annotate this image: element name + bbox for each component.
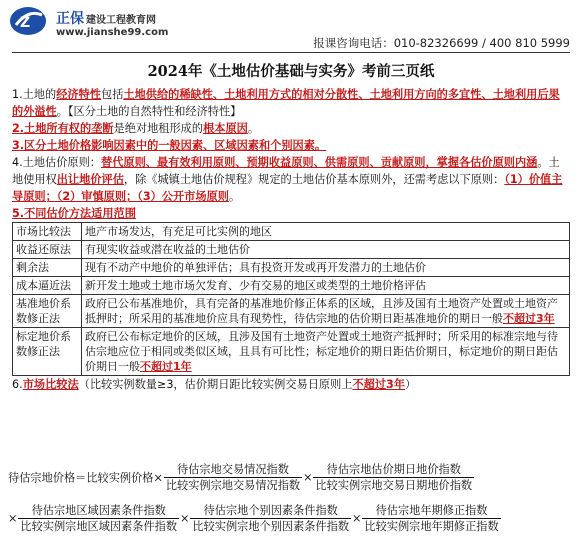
site-url[interactable]: www.jianshe99.com: [56, 27, 169, 38]
table-row: 收益还原法 有现实收益或潜在收益的土地估价: [13, 241, 570, 259]
header: [0, 0, 582, 54]
brand-subtitle: 建设工程教育网: [86, 15, 156, 26]
fraction: $\frac{\text{待估宗地个别因素条件指数}}{\text{比较实例宗地个别因素条件指数}}$: [192, 504, 350, 533]
table-row: 剩余法 现有不动产中地价的单独评估；具有投资开发或再开发潜力的土地估价: [13, 259, 570, 277]
formula-line-2: × $\frac{\text{待估宗地区域因素条件指数}}{\text{比较实例宗地区域因素条件指数}}$ × $\frac{\text{待估宗地个别因素条件指数}}{\text{比较实例宗地个别因素条件指数}}$ × $\frac{\text{待估宗地年期修正指数}}{\text{比较实例宗地年期修正指数}}$: [8, 504, 499, 533]
item-4: 4.土地估价原则：替代原则、最有效利用原则、预期收益原则、供需原则、贡献原则，掌握各估价原则内涵。土地使用权出让地价评估，除《城镇土地估价规程》规定的土地估价基本原则外，还需考虑以下原则：（1）价值主导原则；（2）审慎原则；（3）公开市场原则。: [12, 156, 563, 203]
item-1: 1.土地的经济特性包括土地供给的稀缺性、土地利用方式的相对分散性、土地利用方向的多宜性、土地利用后果的外溢性。【区分土地的自然特性和经济特性】: [12, 88, 560, 118]
header-divider: [12, 52, 570, 53]
content-body: [12, 86, 570, 393]
brand-name: 正保: [56, 11, 84, 27]
table-row: 基准地价系数修正法 政府已公布基准地价，具有完备的基准地价修正体系的区域，且涉及国有土地资产处置或土地资产抵押时；所采用的基准地价应具有现势性，待估宗地的估价期日距基准地价的期日一般不超过3年: [13, 295, 570, 328]
fraction: $\frac{\text{待估宗地区域因素条件指数}}{\text{比较实例宗地区域因素条件指数}}$: [20, 504, 178, 533]
fraction: $\frac{\text{待估宗地交易情况指数}}{\text{比较实例宗地交易情况指数}}$: [165, 463, 301, 492]
item-5: 5.不同估价方法适用范围: [12, 207, 136, 220]
method-table: [12, 222, 570, 376]
logo-icon: [8, 5, 48, 37]
formula-line-1: 待估宗地价格＝比较实例价格× $\frac{\text{待估宗地交易情况指数}}{\text{比较实例宗地交易情况指数}}$ × $\frac{\text{待估宗地估价期日地价指数}}{\text{比较实例宗地交易日期地价指数}}$: [8, 463, 473, 492]
svg-text:Z: Z: [20, 15, 31, 31]
phone-info: 报课咨询电话：010-82326699 / 400 810 5999: [313, 36, 570, 50]
table-row: 标定地价系数修正法 政府已公布标定地价的区域，且涉及国有土地资产处置或土地资产抵押时；所采用的标准宗地与待估宗地应位于相同或类似区域，且具有可比性；标定地价的期日距估价期日，标定地价的期日距估价期日一般不超过1年: [13, 328, 570, 376]
page-title: 2024年《土地估价基础与实务》考前三页纸: [147, 63, 435, 80]
item-2: 2.土地所有权的垄断是绝对地租形成的根本原因。: [12, 122, 260, 135]
table-row: 成本逼近法 新开发土地或土地市场欠发育、少有交易的地区或类型的土地价格评估: [13, 277, 570, 295]
fraction: $\frac{\text{待估宗地估价期日地价指数}}{\text{比较实例宗地交易日期地价指数}}$: [315, 463, 473, 492]
item-3: 3.区分土地价格影响因素中的一般因素、区域因素和个别因素。: [12, 139, 327, 152]
fraction: $\frac{\text{待估宗地年期修正指数}}{\text{比较实例宗地年期修正指数}}$: [364, 504, 499, 533]
table-row: 市场比较法 地产市场发达，有充足可比实例的地区: [13, 223, 570, 241]
item-6: 6.市场比较法（比较实例数量≥3，估价期日距比较实例交易日原则上不超过3年）: [12, 378, 417, 391]
